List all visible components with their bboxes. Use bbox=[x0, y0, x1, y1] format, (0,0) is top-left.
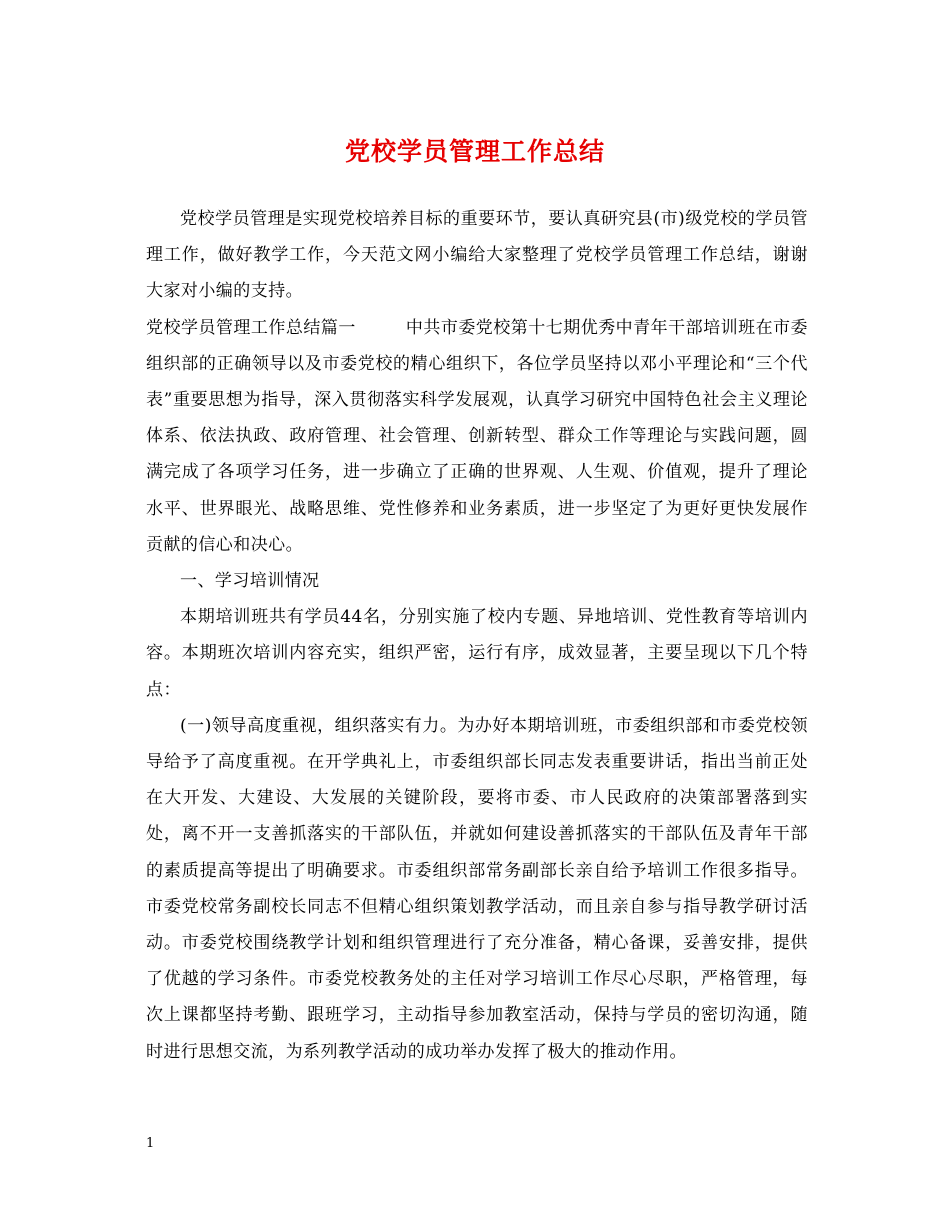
section-paragraph: 本期培训班共有学员44名，分别实施了校内专题、异地培训、党性教育等培训内容。本期班次培训内容充实，组织严密，运行有序，成效显著，主要呈现以下几个特点： bbox=[146, 607, 808, 700]
point-one-paragraph: (一)领导高度重视，组织落实有力。为办好本期培训班，市委组织部和市委党校领导给予了高度重视。在开学典礼上，市委组织部长同志发表重要讲话，指出当前正处在大开发、大建设、大发展的关键阶段，要将市委、市人民政府的决策部署落到实处，离不开一支善抓落实的干部队伍，并就如何建设善抓落实的干部队伍及青年干部的素质提高等提出了明确要求。市委组织部常务副部长亲自给予培训工作很多指导。市委党校常务副校长同志不但精心组织策划教学活动，而且亲自参与指导教学研讨活动。市委党校围绕教学计划和组织管理进行了充分准备，精心备课，妥善安排，提供了优越的学习条件。市委党校教务处的主任对学习培训工作尽心尽职，严格管理，每次上课都坚持考勤、跟班学习，主动指导参加教室活动，保持与学员的密切沟通，随时进行思想交流，为系列教学活动的成功举办发挥了极大的推动作用。 bbox=[146, 715, 808, 1062]
page-title: 党校学员管理工作总结 bbox=[344, 137, 605, 166]
section-heading: 一、学习培训情况 bbox=[180, 571, 320, 592]
document-body bbox=[146, 201, 808, 1070]
part-one-text: 中共市委党校第十七期优秀中青年干部培训班在市委组织部的正确领导以及市委党校的精心组织下，各位学员坚持以邓小平理论和“三个代表”重要思想为指导，深入贯彻落实科学发展观，认真学习研究中国特色社会主义理论体系、依法执政、政府管理、社会管理、创新转型、群众工作等理论与实践问题，圆满完成了各项学习任务，进一步确立了正确的世界观、人生观、价值观，提升了理论水平、世界眼光、战略思维、党性修养和业务素质，进一步坚定了为更好更快发展作贡献的信心和决心。 bbox=[146, 317, 808, 555]
part-one-label: 党校学员管理工作总结篇一 bbox=[146, 317, 356, 338]
intro-paragraph: 党校学员管理是实现党校培养目标的重要环节，要认真研究县(市)级党校的学员管理工作，做好教学工作，今天范文网小编给大家整理了党校学员管理工作总结，谢谢大家对小编的支持。 bbox=[146, 209, 808, 302]
part-one-paragraph bbox=[146, 310, 808, 563]
page-number: 1 bbox=[146, 1136, 155, 1151]
